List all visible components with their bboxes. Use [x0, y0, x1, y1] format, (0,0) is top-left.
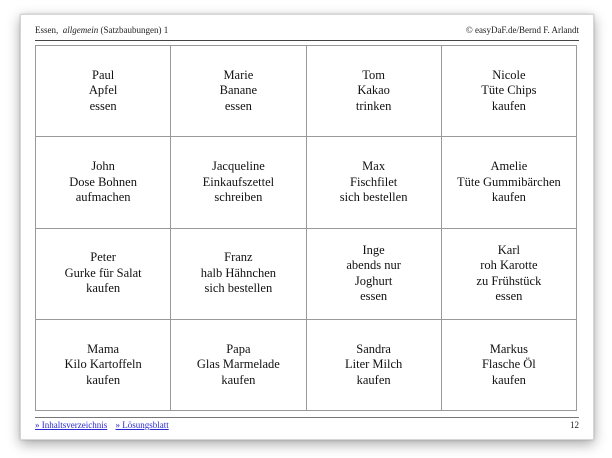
word-card — [442, 229, 577, 320]
card-line: kaufen — [221, 372, 256, 387]
card-line: Nicole — [492, 67, 526, 82]
worksheet-page — [20, 14, 594, 440]
card-line: Tom — [362, 67, 385, 82]
card-line: Kilo Kartoffeln — [64, 357, 142, 372]
card-line: sich bestellen — [339, 190, 408, 205]
card-line: aufmachen — [75, 190, 131, 205]
card-line: Markus — [489, 341, 528, 356]
word-card — [36, 229, 171, 320]
card-line: Kakao — [357, 83, 390, 98]
card-line: Apfel — [88, 83, 118, 98]
card-line: Papa — [226, 341, 251, 356]
card-line: abends nur — [346, 258, 401, 273]
card-line: Dose Bohnen — [69, 174, 137, 189]
card-line: sich bestellen — [204, 281, 273, 296]
card-line: Tüte Gummibärchen — [456, 174, 561, 189]
card-line: halb Hähnchen — [200, 265, 277, 280]
card-line: Franz — [224, 250, 253, 265]
card-line: kaufen — [491, 98, 526, 113]
card-line: Inge — [362, 242, 385, 257]
page-header — [35, 25, 579, 39]
card-line: essen — [360, 289, 388, 304]
card-line: Max — [362, 159, 386, 174]
word-card — [171, 137, 306, 228]
card-line: Amelie — [490, 159, 528, 174]
card-line: Paul — [92, 67, 115, 82]
card-line: kaufen — [86, 372, 121, 387]
word-card — [307, 320, 442, 411]
card-line: essen — [224, 98, 252, 113]
card-line: Mama — [87, 341, 120, 356]
page-title — [35, 25, 168, 35]
copyright-notice: © easyDaF.de/Bernd F. Arlandt — [465, 25, 579, 35]
word-card — [307, 229, 442, 320]
word-card — [36, 320, 171, 411]
word-card — [36, 46, 171, 137]
word-card — [442, 137, 577, 228]
card-line: Gurke für Salat — [64, 265, 142, 280]
card-line: Einkaufszettel — [202, 174, 275, 189]
card-line: Karl — [497, 242, 520, 257]
page-number: 12 — [570, 420, 579, 430]
card-line: Flasche Öl — [481, 357, 536, 372]
card-line: Tüte Chips — [481, 83, 537, 98]
card-line: Glas Marmelade — [196, 357, 280, 372]
card-line: Peter — [90, 250, 116, 265]
word-card — [171, 229, 306, 320]
title-prefix: Essen, — [35, 25, 59, 35]
title-suffix: (Satzbaubungen) 1 — [100, 25, 169, 35]
card-grid — [35, 45, 577, 411]
card-line: zu Frühstück — [476, 273, 542, 288]
card-line: essen — [89, 98, 117, 113]
word-card — [442, 46, 577, 137]
solution-sheet-link[interactable]: » Lösungsblatt — [115, 420, 169, 430]
page-footer — [35, 420, 579, 434]
card-line: roh Karotte — [480, 258, 538, 273]
word-card — [36, 137, 171, 228]
card-line: trinken — [355, 98, 392, 113]
header-divider — [35, 40, 579, 41]
card-line: schreiben — [214, 190, 263, 205]
card-line: kaufen — [491, 372, 526, 387]
card-line: John — [91, 159, 115, 174]
table-of-contents-link[interactable]: » Inhaltsverzeichnis — [35, 420, 108, 430]
card-line: Fischfilet — [350, 174, 398, 189]
word-card — [307, 137, 442, 228]
word-card — [171, 320, 306, 411]
card-line: Joghurt — [354, 273, 393, 288]
card-line: kaufen — [491, 190, 526, 205]
title-italic: allgemein — [62, 25, 99, 35]
card-line: Marie — [223, 67, 254, 82]
card-line: essen — [495, 289, 523, 304]
card-line: Sandra — [356, 341, 391, 356]
card-line: Banane — [219, 83, 258, 98]
card-line: kaufen — [86, 281, 121, 296]
card-line: Jacqueline — [211, 159, 265, 174]
footer-divider — [35, 417, 579, 418]
word-card — [171, 46, 306, 137]
card-line: Liter Milch — [344, 357, 403, 372]
word-card — [307, 46, 442, 137]
word-card — [442, 320, 577, 411]
card-line: kaufen — [356, 372, 391, 387]
